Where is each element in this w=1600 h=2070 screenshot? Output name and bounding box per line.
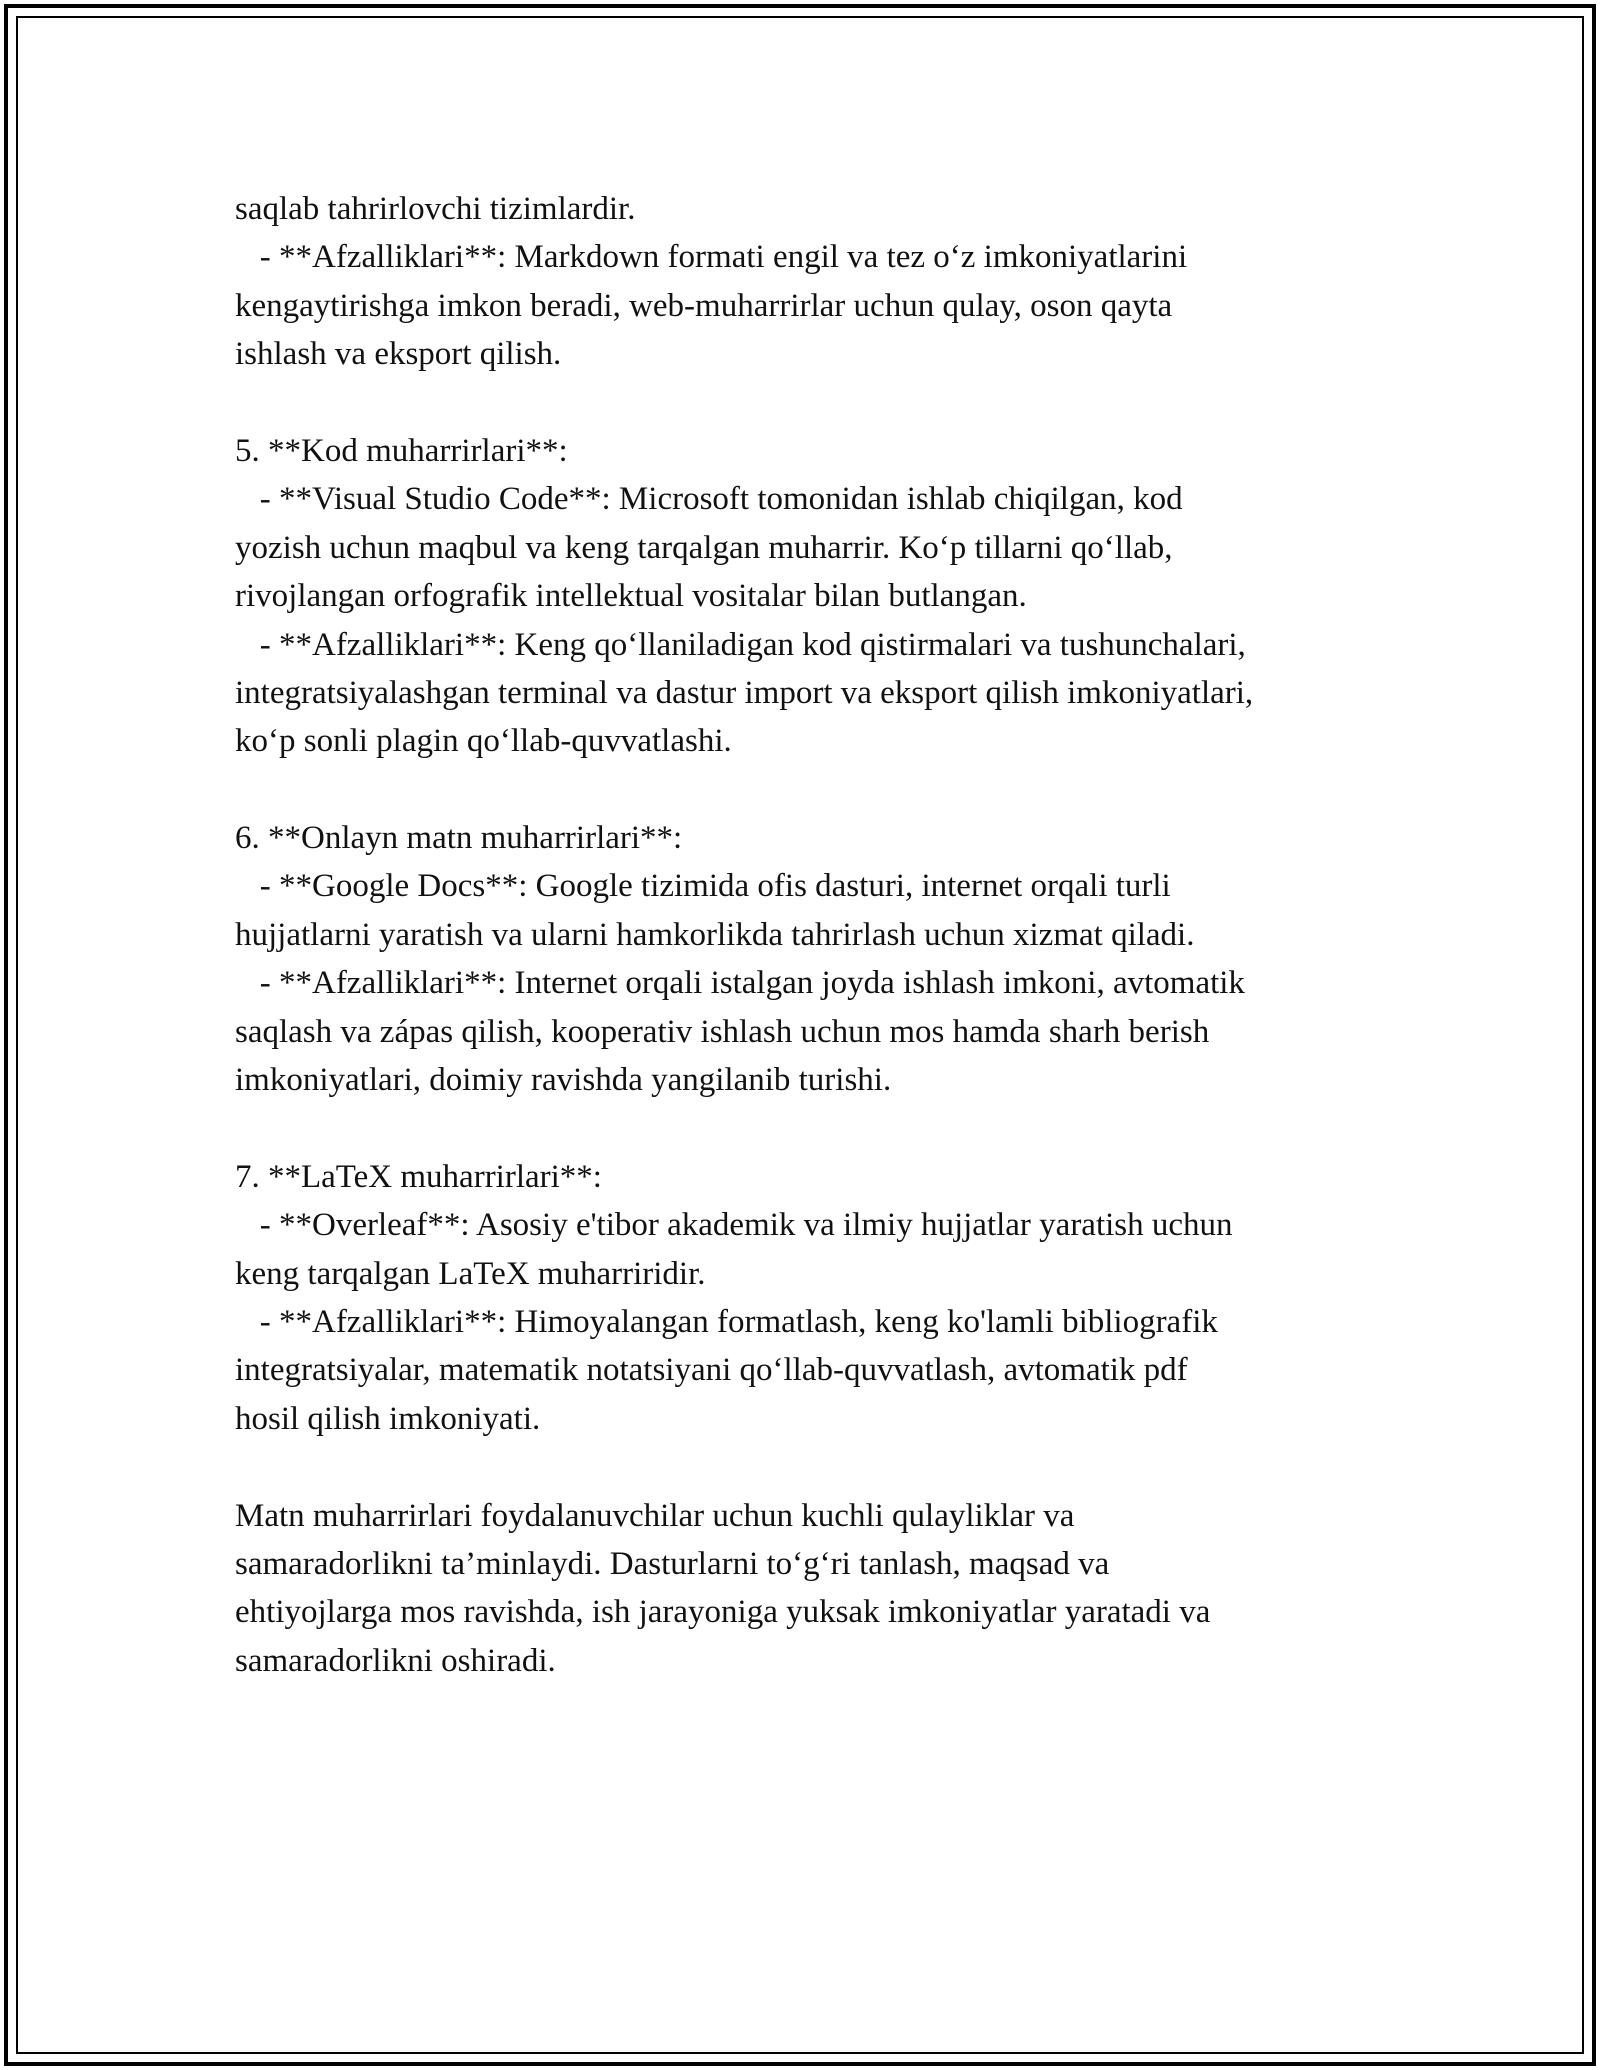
- blank-line: [235, 1443, 1395, 1491]
- text-line: saqlash va zápas qilish, kooperativ ishlash uchun mos hamda sharh berish: [235, 1013, 1210, 1050]
- conclusion-line: samaradorlikni ta’minlaydi. Dasturlarni to‘g‘ri tanlash, maqsad va: [235, 1545, 1110, 1582]
- text-line: - **Visual Studio Code**: Microsoft tomonidan ishlab chiqilgan, kod: [235, 481, 1183, 518]
- text-line: integratsiyalashgan terminal va dastur import va eksport qilish imkoniyatlari,: [235, 674, 1254, 711]
- text-line: - **Overleaf**: Asosiy e'tibor akademik va ilmiy hujjatlar yaratish uchun: [235, 1207, 1233, 1244]
- text-line: hujjatlarni yaratish va ularni hamkorlikda tahrirlash uchun xizmat qiladi.: [235, 916, 1195, 953]
- blank-line: [235, 379, 1395, 427]
- text-line: keng tarqalgan LaTeX muharriridir.: [235, 1255, 706, 1292]
- text-line: yozish uchun maqbul va keng tarqalgan muharrir. Ko‘p tillarni qo‘llab,: [235, 529, 1173, 566]
- text-line: - **Afzalliklari**: Keng qo‘llaniladigan kod qistirmalari va tushunchalari,: [235, 626, 1246, 663]
- text-line: - **Afzalliklari**: Markdown formati engil va tez o‘z imkoniyatlarini: [235, 239, 1188, 276]
- document-body: [235, 185, 1395, 1685]
- text-line: saqlab tahrirlovchi tizimlardir.: [235, 191, 636, 227]
- text-line: ko‘p sonli plagin qo‘llab-quvvatlashi.: [235, 723, 732, 760]
- conclusion-line: samaradorlikni oshiradi.: [235, 1642, 556, 1679]
- text-line: - **Afzalliklari**: Internet orqali istalgan joyda ishlash imkoni, avtomatik: [235, 965, 1245, 1002]
- conclusion-line: Matn muharrirlari foydalanuvchilar uchun kuchli qulayliklar va: [235, 1497, 1075, 1534]
- text-line: - **Afzalliklari**: Himoyalangan formatlash, keng ko'lamli bibliografik: [235, 1303, 1218, 1340]
- section-heading: 7. **LaTeX muharrirlari**:: [235, 1158, 602, 1195]
- text-line: integratsiyalar, matematik notatsiyani qo‘llab-quvvatlash, avtomatik pdf: [235, 1352, 1188, 1389]
- text-line: rivojlangan orfografik intellektual vositalar bilan butlangan.: [235, 578, 1027, 615]
- section-heading: 5. **Kod muharrirlari**:: [235, 432, 568, 469]
- text-line: kengaytirishga imkon beradi, web-muharrirlar uchun qulay, oson qayta: [235, 287, 1173, 324]
- blank-line: [235, 1104, 1395, 1152]
- conclusion-line: ehtiyojlarga mos ravishda, ish jarayoniga yuksak imkoniyatlar yaratadi va: [235, 1594, 1211, 1631]
- section-heading: 6. **Onlayn matn muharrirlari**:: [235, 820, 683, 857]
- blank-line: [235, 766, 1395, 814]
- text-line: imkoniyatlari, doimiy ravishda yangilanib turishi.: [235, 1062, 892, 1099]
- text-line: hosil qilish imkoniyati.: [235, 1400, 541, 1437]
- text-line: - **Google Docs**: Google tizimida ofis dasturi, internet orqali turli: [235, 868, 1171, 905]
- text-line: ishlash va eksport qilish.: [235, 336, 562, 373]
